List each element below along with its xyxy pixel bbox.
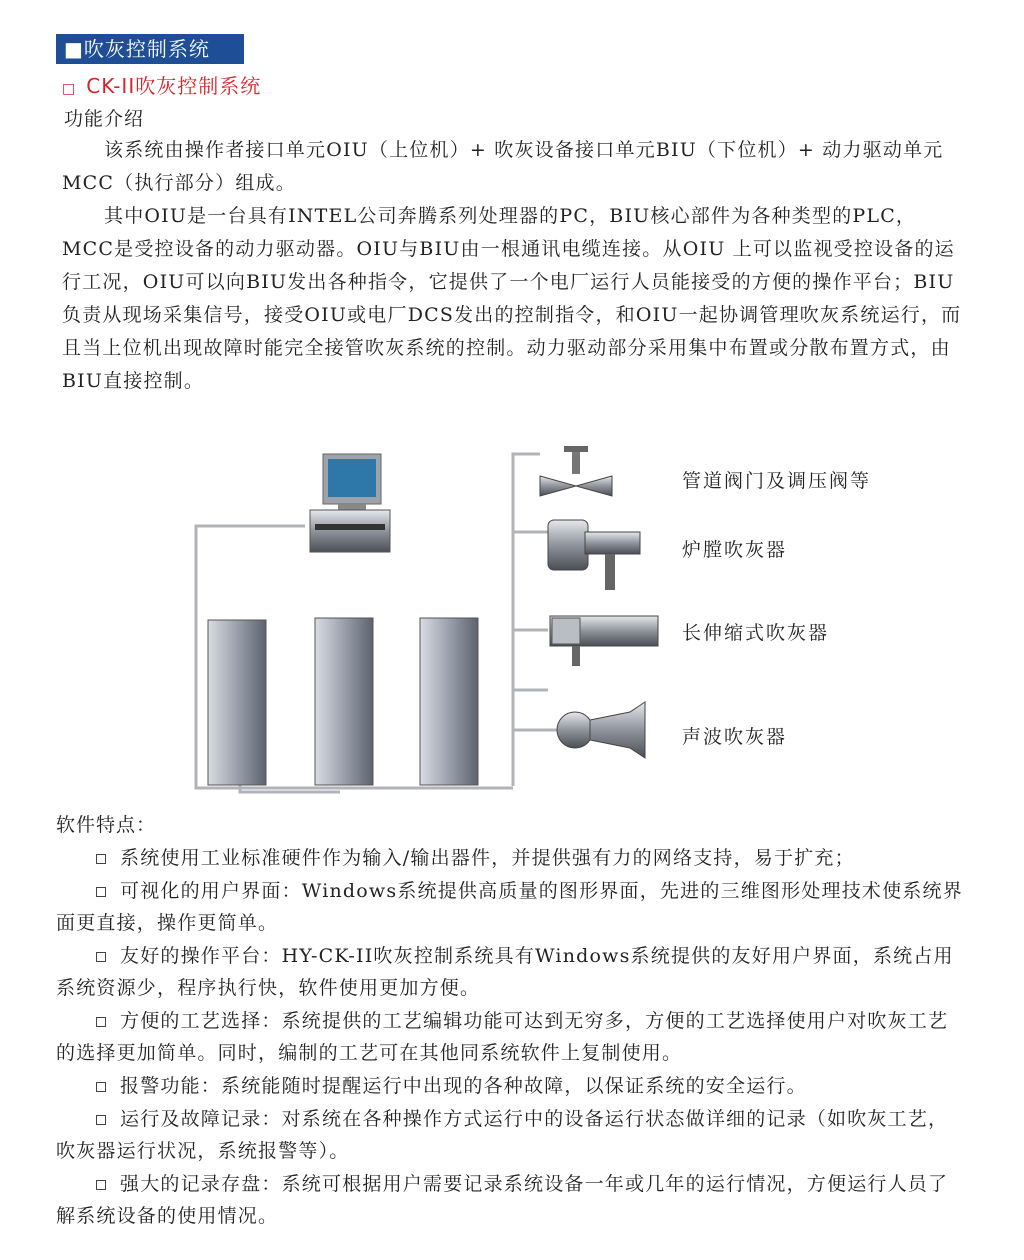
long-retractable-sootblower-icon [550, 616, 658, 666]
list-item: 强大的记录存盘：系统可根据用户需要记录系统设备一年或几年的运行情况，方便运行人员了解系统设备的使用情况。 [56, 1173, 949, 1227]
bullet-square-icon [96, 1082, 106, 1092]
bullet-square-icon [96, 887, 106, 897]
features-heading: 软件特点： [56, 814, 157, 836]
computer-oiu [310, 454, 390, 552]
label-acoustic-sootblower: 声波吹灰器 [682, 726, 788, 748]
list-item: 方便的工艺选择：系统提供的工艺编辑功能可达到无穷多，方便的工艺选择使用户对吹灰工艺的选择更加简单。同时，编制的工艺可在其他同系统软件上复制使用。 [56, 1010, 949, 1064]
list-item: 系统使用工业标准硬件作为输入/输出器件，并提供强有力的网络支持，易于扩充； [56, 842, 966, 874]
subtitle [62, 70, 261, 99]
intro-paragraph-1: 该系统由操作者接口单元OIU（上位机）+ 吹灰设备接口单元BIU（下位机）+ 动力驱动单元MCC（执行部分）组成。 [62, 139, 944, 194]
intro-heading: 功能介绍 [64, 108, 145, 130]
bullet-square-icon: □ [62, 81, 77, 97]
bullet-square-icon [96, 952, 106, 962]
bullet-square-icon [96, 854, 106, 864]
label-long-retractable-sootblower: 长伸缩式吹灰器 [682, 622, 830, 644]
furnace-sootblower-icon [548, 520, 640, 590]
subtitle-text: CK-II吹灰控制系统 [86, 74, 262, 98]
acoustic-sootblower-icon [557, 702, 645, 758]
features-list [56, 842, 966, 1233]
list-item: 可视化的用户界面：Windows系统提供高质量的图形界面，先进的三维图形处理技术使系统界面更直接，操作更简单。 [56, 880, 963, 934]
bullet-square-icon [96, 1115, 106, 1125]
intro-paragraph-2: 其中OIU是一台具有INTEL公司奔腾系列处理器的PC，BIU核心部件为各种类型的PLC，MCC是受控设备的动力驱动器。OIU与BIU由一根通讯电缆连接。从OIU 上可以监视受控设备的运行工况，OIU可以向BIU发出各种指令，它提供了一个电厂运行人员能接受的方便的操作平台；BIU 负责从现场采集信号，接受OIU或电厂DCS发出的控制指令，和OIU一起协调管理吹灰系统运行，而且当上位机出现故障时能完全接管吹灰系统的控制。动力驱动部分采用集中布置或分散布置方式，由BIU直接控制。 [62, 205, 962, 392]
cabinet-2 [315, 618, 373, 785]
list-item: 运行及故障记录：对系统在各种操作方式运行中的设备运行状态做详细的记录（如吹灰工艺，吹灰器运行状况，系统报警等）。 [56, 1108, 949, 1162]
valve-icon [540, 446, 612, 496]
bullet-square-icon [96, 1017, 106, 1027]
cabinet-3 [420, 618, 478, 785]
cabinet-1 [208, 620, 266, 785]
section-header: ■吹灰控制系统 [56, 34, 244, 64]
label-pipeline-valve: 管道阀门及调压阀等 [682, 470, 872, 492]
label-furnace-sootblower: 炉膛吹灰器 [682, 539, 788, 561]
list-item: 友好的操作平台：HY-CK-II吹灰控制系统具有Windows系统提供的友好用户界面，系统占用系统资源少，程序执行快，软件使用更加方便。 [56, 945, 954, 999]
list-item: 报警功能：系统能随时提醒运行中出现的各种故障，以保证系统的安全运行。 [56, 1070, 966, 1102]
bullet-square-icon [96, 1180, 106, 1190]
